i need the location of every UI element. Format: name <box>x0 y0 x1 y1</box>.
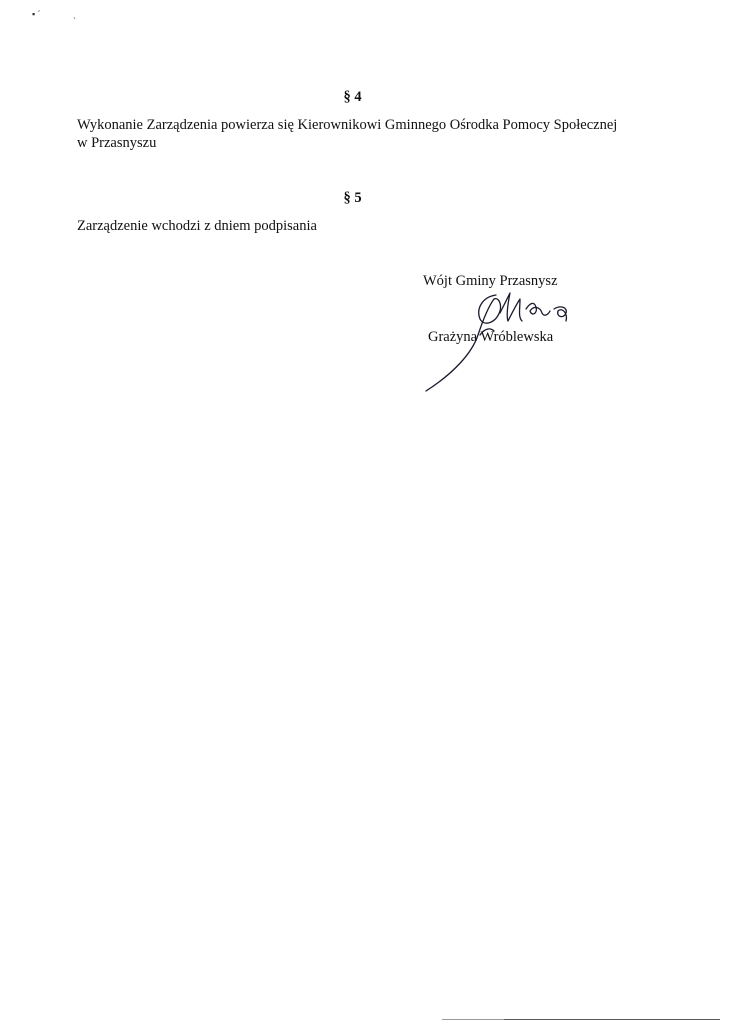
section-5-heading: § 5 <box>343 190 362 206</box>
section-4-paragraph-line-2: w Przasnyszu <box>77 135 157 151</box>
signature-stroke <box>426 295 501 391</box>
signature-stroke <box>526 303 550 315</box>
handwritten-signature <box>418 283 578 395</box>
signatory-name: Grażyna Wróblewska <box>428 329 554 345</box>
section-5-paragraph: Zarządzenie wchodzi z dniem podpisania <box>77 218 317 234</box>
scan-edge-line <box>442 1019 504 1020</box>
section-4-heading: § 4 <box>343 89 362 105</box>
signature-stroke <box>500 293 522 321</box>
section-4-paragraph-line-1: Wykonanie Zarządzenia powierza się Kierownikowi Gminnego Ośrodka Pomocy Społecznej <box>77 117 618 133</box>
signatory-title: Wójt Gminy Przasnysz <box>423 273 558 289</box>
signature-stroke <box>554 307 566 321</box>
signature-stroke <box>480 329 494 335</box>
scan-artifact-mark: ˴ <box>73 12 76 22</box>
scan-edge-line <box>504 1019 720 1020</box>
scan-artifact-mark: ▪ ˊ <box>32 9 41 19</box>
